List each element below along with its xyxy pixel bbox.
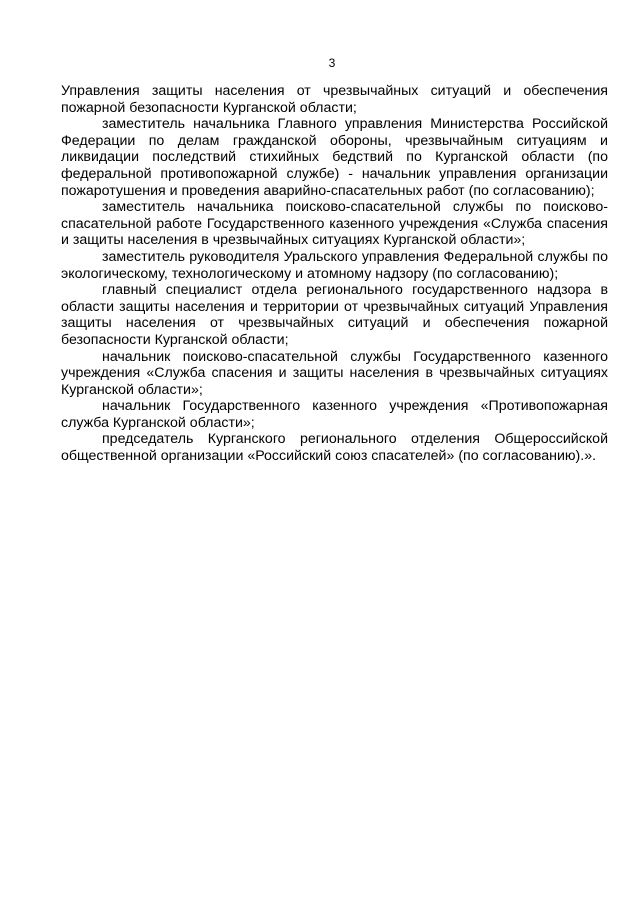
document-body xyxy=(61,83,608,465)
paragraph-head-fire-service: начальник Государственного казенного учреждения «Противопожарная служба Курганской области»; xyxy=(61,398,608,431)
page-number: 3 xyxy=(328,56,336,70)
paragraph-deputy-head-search-rescue: заместитель начальника поисково-спасательной службы по поисково-спасательной работе Государственного казенного учреждения «Служба спасения и защиты населения в чрезвычайных ситуациях Курганской области»; xyxy=(61,199,608,249)
paragraph-deputy-head-ural-directorate: заместитель руководителя Уральского управления Федеральной службы по экологическому, технологическому и атомному надзору (по согласованию); xyxy=(61,248,608,282)
paragraph-head-search-rescue: начальник поисково-спасательной службы Государственного казенного учреждения «Служба спасения и защиты населения в чрезвычайных ситуациях Курганской области»; xyxy=(61,348,608,398)
paragraph-deputy-head-main-directorate: заместитель начальника Главного управления Министерства Российской Федерации по делам гражданской обороны, чрезвычайным ситуациям и ликвидации последствий стихийных бедствий по Курганской области (по федеральной противопожарной службе) - начальник управления организации пожаротушения и проведения аварийно-спасательных работ (по согласованию); xyxy=(61,116,608,199)
paragraph-continuation: Управления защиты населения от чрезвычайных ситуаций и обеспечения пожарной безопасности Курганской области; xyxy=(61,83,608,116)
paragraph-chief-specialist: главный специалист отдела регионального государственного надзора в области защиты населения и территории от чрезвычайных ситуаций Управления защиты населения от чрезвычайных ситуаций и обеспечения пожарной безопасности Курганской области; xyxy=(61,282,608,348)
paragraph-chairman-rescuers-union: председатель Курганского регионального отделения Общероссийской общественной организации «Российский союз спасателей» (по согласованию).». xyxy=(61,431,608,465)
